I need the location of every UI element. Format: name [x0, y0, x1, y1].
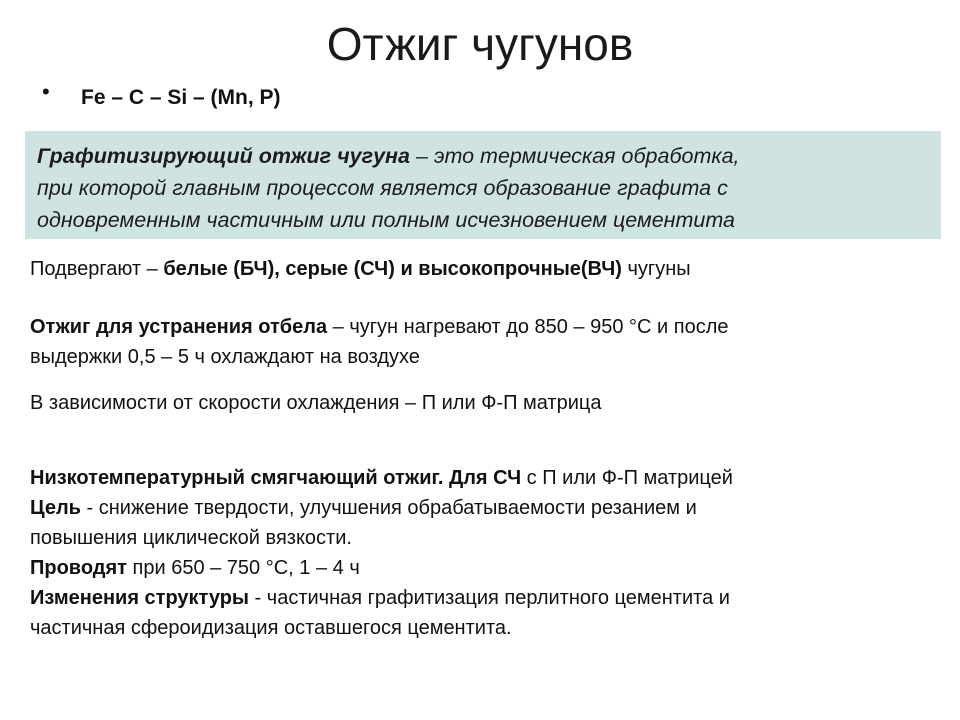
subjected-prefix: Подвергают – [30, 258, 164, 280]
low-temp-heading-rest: с П или Ф-П матрицей [521, 467, 733, 489]
definition-box [25, 131, 941, 239]
subjected-paragraph [30, 254, 691, 284]
changes-label: Изменения структуры [30, 587, 249, 609]
definition-line-2: при которой главным процессом является образование графита с [37, 176, 728, 200]
goal-text-2: повышения циклической вязкости. [30, 527, 352, 549]
conduct-label: Проводят [30, 557, 127, 579]
cooling-note-text: В зависимости от скорости охлаждения – П или Ф-П матрица [30, 392, 602, 414]
definition-line-1 [37, 140, 941, 172]
definition-term: Графитизирующий отжиг чугуна [37, 144, 410, 168]
cooling-note [30, 388, 601, 418]
goal-label: Цель [30, 497, 81, 519]
conduct-text: при 650 – 750 °С, 1 – 4 ч [126, 557, 360, 579]
low-temp-heading: Низкотемпературный смягчающий отжиг. Для СЧ [30, 467, 522, 489]
composition-bullet: Fe – C – Si – (Mn, P) [81, 86, 281, 109]
subjected-suffix: чугуны [621, 258, 691, 280]
whiteness-anneal-heading: Отжиг для устранения отбела [30, 316, 328, 338]
whiteness-anneal-text-2: выдержки 0,5 – 5 ч охлаждают на воздухе [30, 346, 420, 368]
slide-title: Отжиг чугунов [326, 18, 634, 70]
whiteness-anneal-text-1: – чугун нагревают до 850 – 950 °С и после [327, 316, 729, 338]
definition-text-1: – это термическая обработка, [409, 144, 740, 168]
goal-text-1: - снижение твердости, улучшения обрабатываемости резанием и [80, 497, 697, 519]
whiteness-anneal-paragraph [30, 312, 729, 372]
bullet-dot-icon: • [42, 79, 50, 104]
low-temp-anneal-section [30, 463, 733, 643]
changes-text-2: частичная сфероидизация оставшегося цементита. [30, 617, 512, 639]
subjected-bold: белые (БЧ), серые (СЧ) и высокопрочные(ВЧ) [163, 258, 622, 280]
changes-text-1: - частичная графитизация перлитного цементита и [249, 587, 730, 609]
definition-line-3: одновременным частичным или полным исчезновением цементита [37, 208, 736, 232]
